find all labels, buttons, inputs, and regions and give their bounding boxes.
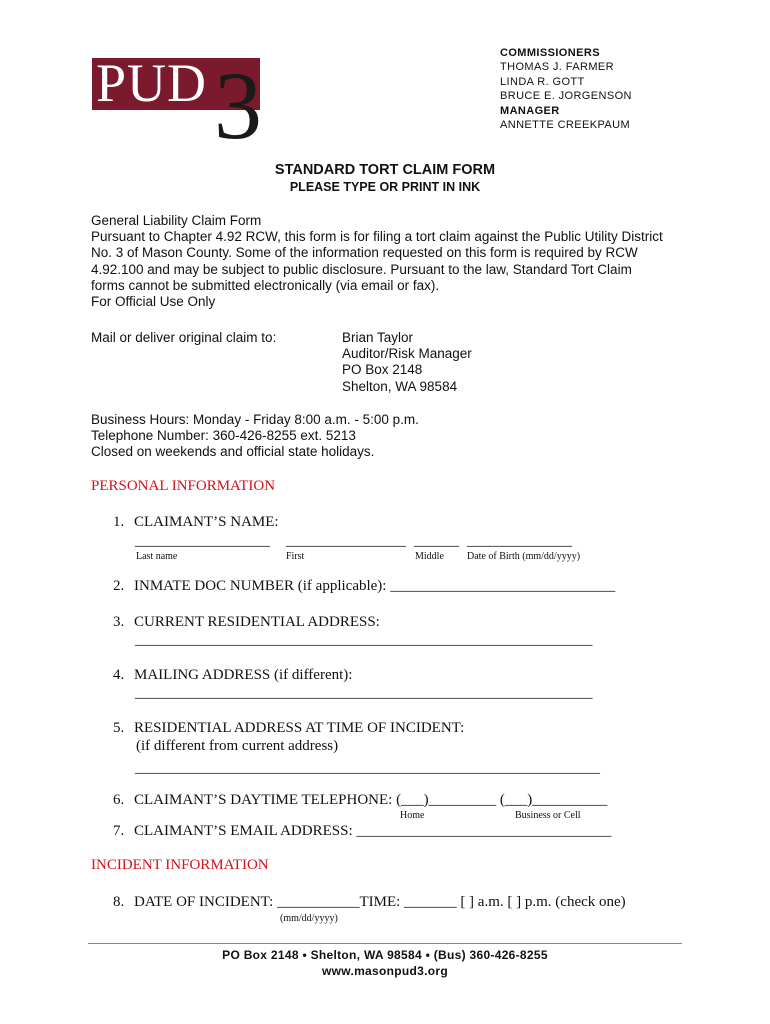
q4-label	[113, 667, 352, 684]
commissioner-name: BRUCE E. JORGENSON	[500, 90, 632, 103]
manager-name: ANNETTE CREEKPAUM	[500, 119, 631, 132]
intro-line: forms cannot be submitted electronically (via email or fax).	[91, 277, 440, 293]
first-name-field[interactable]: ________________	[286, 533, 406, 549]
hours-line: Telephone Number: 360-426-8255 ext. 5213	[91, 428, 356, 444]
q3-number: 3.	[113, 614, 125, 630]
q7-label[interactable]	[113, 823, 611, 840]
form-subtitle: PLEASE TYPE OR PRINT IN INK	[289, 180, 481, 194]
intro-paragraph	[91, 213, 691, 310]
intro-line: 4.92.100 and may be subject to public disclosure. Pursuant to the law, Standard Tort Claim	[91, 261, 632, 277]
q1-text: CLAIMANT’S NAME:	[134, 514, 279, 530]
q2-text: INMATE DOC NUMBER (if applicable): ______________________________	[134, 578, 616, 594]
commissioner-name: THOMAS J. FARMER	[500, 61, 614, 74]
last-name-caption: Last name	[136, 551, 178, 562]
q2-label[interactable]	[113, 578, 615, 595]
address-line: Auditor/Risk Manager	[342, 346, 472, 362]
mail-label: Mail or deliver original claim to:	[91, 330, 277, 345]
manager-heading: MANAGER	[500, 104, 560, 117]
home-phone-caption: Home	[400, 810, 425, 821]
q5-subtext: (if different from current address)	[136, 738, 339, 754]
commissioners-heading: COMMISSIONERS	[500, 47, 600, 59]
intro-line: For Official Use Only	[91, 294, 216, 310]
mail-address	[342, 330, 472, 395]
mailing-address-field[interactable]: _____________________________________________________________	[135, 685, 593, 701]
address-line: PO Box 2148	[342, 362, 423, 378]
dob-caption: Date of Birth (mm/dd/yyyy)	[467, 551, 581, 562]
middle-name-field[interactable]: ______	[414, 533, 459, 549]
intro-line: No. 3 of Mason County. Some of the information requested on this form is required by RCW	[91, 245, 638, 261]
logo-numeral: 3	[214, 52, 262, 159]
q6-text: CLAIMANT’S DAYTIME TELEPHONE: (___)_________ (___)__________	[134, 792, 608, 808]
hours-line: Business Hours: Monday - Friday 8:00 a.m. - 5:00 p.m.	[91, 412, 419, 427]
intro-line: Pursuant to Chapter 4.92 RCW, this form is for filing a tort claim against the Public Utility District	[91, 229, 663, 245]
commissioner-name: LINDA R. GOTT	[500, 75, 585, 88]
address-line: Shelton, WA 98584	[342, 378, 458, 394]
q5-number: 5.	[113, 720, 125, 736]
business-hours	[91, 412, 691, 461]
dob-field[interactable]: ______________	[467, 533, 572, 549]
section-heading-incident: INCIDENT INFORMATION	[91, 857, 269, 873]
middle-name-caption: Middle	[415, 551, 444, 562]
last-name-field[interactable]: __________________	[135, 533, 270, 549]
q7-text: CLAIMANT’S EMAIL ADDRESS: __________________________________	[134, 823, 612, 839]
section-heading-personal: PERSONAL INFORMATION	[91, 478, 276, 494]
residential-address-field[interactable]: _____________________________________________________________	[135, 632, 593, 648]
q4-number: 4.	[113, 667, 125, 683]
logo-text: PUD	[96, 53, 208, 113]
q2-number: 2.	[113, 578, 125, 594]
hours-line: Closed on weekends and official state holidays.	[91, 444, 375, 460]
q4-text: MAILING ADDRESS (if different):	[134, 667, 353, 683]
address-line: Brian Taylor	[342, 330, 414, 345]
q1-label	[113, 514, 279, 531]
form-title: STANDARD TORT CLAIM FORM	[274, 162, 496, 178]
q7-number: 7.	[113, 823, 125, 839]
footer-divider	[88, 943, 682, 944]
q8-number: 8.	[113, 894, 125, 910]
cell-phone-caption: Business or Cell	[515, 810, 581, 821]
incident-address-field[interactable]: ______________________________________________________________	[135, 760, 600, 776]
date-format-caption: (mm/dd/yyyy)	[280, 913, 338, 924]
footer-website: www.masonpud3.org	[322, 964, 448, 978]
q5-text: RESIDENTIAL ADDRESS AT TIME OF INCIDENT:	[134, 720, 465, 736]
footer-address: PO Box 2148 • Shelton, WA 98584 • (Bus) 360-426-8255	[222, 948, 548, 962]
q5-label	[113, 720, 464, 737]
q6-number: 6.	[113, 792, 125, 808]
q1-number: 1.	[113, 514, 125, 530]
intro-line: General Liability Claim Form	[91, 213, 262, 228]
q3-label	[113, 614, 380, 631]
q6-label[interactable]	[113, 792, 607, 809]
q8-text: DATE OF INCIDENT: ___________TIME: _______ [ ] a.m. [ ] p.m. (check one)	[134, 894, 626, 910]
q3-text: CURRENT RESIDENTIAL ADDRESS:	[134, 614, 380, 630]
first-name-caption: First	[286, 551, 305, 562]
q8-label[interactable]	[113, 894, 626, 911]
officials-block	[500, 46, 632, 132]
